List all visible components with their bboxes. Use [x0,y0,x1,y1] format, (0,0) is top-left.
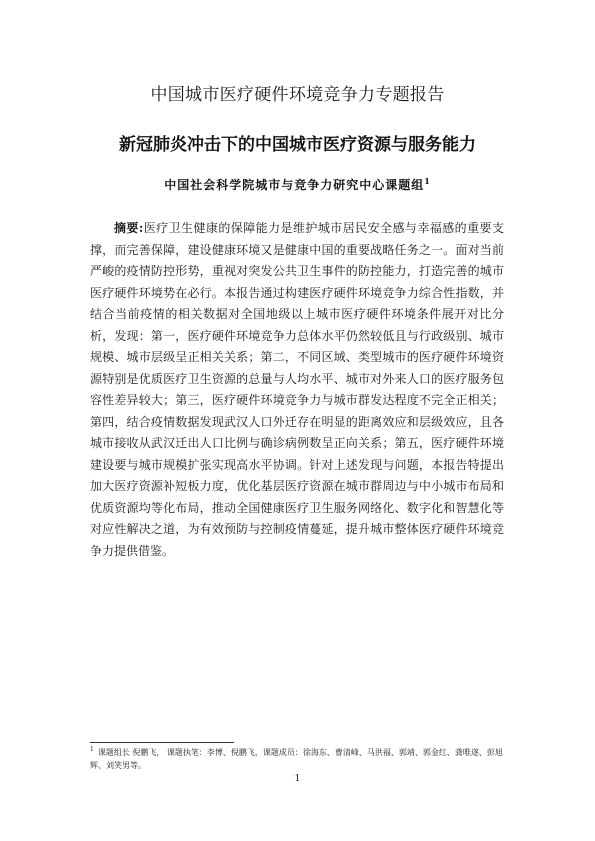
abstract-text: 医疗卫生健康的保障能力是维护城市居民安全感与幸福感的重要支撑，而完善保障，建设健康环境又是健康中国的重要战略任务之一。面对当前严峻的疫情防控形势，重视对突发公共卫生事件的防控能力，打造完善的城市医疗硬件环境势在必行。本报告通过构建医疗硬件环境竞争力综合性指数，并结合当前疫情的相关数据对全国地级以上城市医疗硬件环境条件展开对比分析，发现：第一，医疗硬件环境竞争力总体水平仍然较低且与行政级别、城市规模、城市层级呈正相关关系；第二，不同区域、类型城市的医疗硬件环境资源特别是优质医疗卫生资源的总量与人均水平、城市对外来人口的医疗服务包容性差异较大；第三，医疗硬件环境竞争力与城市群发达程度不完全正相关；第四，结合疫情数据发现武汉人口外迁存在明显的距离效应和层级效应，且各城市接收从武汉迁出人口比例与确诊病例数呈正向关系；第五，医疗硬件环境建设要与城市规模扩张实现高水平协调。针对上述发现与问题，本报告特提出加大医疗资源补短板力度，优化基层医疗资源在城市群周边与中小城市布局和优质资源均等化布局，推动全国健康医疗卫生服务网络化、数字化和智慧化等对应性解决之道，为有效预防与控制疫情蔓延，提升城市整体医疗硬件环境竞争力提供借鉴。 [90,221,504,558]
author-footnote-mark[interactable]: 1 [424,176,431,186]
footnote [90,746,504,772]
author-line [0,176,595,193]
abstract-paragraph [90,218,504,562]
series-title: 中国城市医疗硬件环境竞争力专题报告 [150,85,445,105]
page-number: 1 [294,774,301,784]
footnote-divider [90,742,234,743]
footnote-mark: 1 [90,746,94,754]
main-title: 新冠肺炎冲击下的中国城市医疗资源与服务能力 [119,135,476,155]
author-name: 中国社会科学院城市与竞争力研究中心课题组 [164,178,425,192]
footnote-text: 课题组长 倪鹏飞， 课题执笔：李博、倪鹏飞，课题成员：徐海东、曹清峰、马洪福、郭靖、郭金红、龚唯遂、彭旭辉、刘笑男等。 [90,748,503,770]
abstract-label: 摘要: [114,221,144,235]
